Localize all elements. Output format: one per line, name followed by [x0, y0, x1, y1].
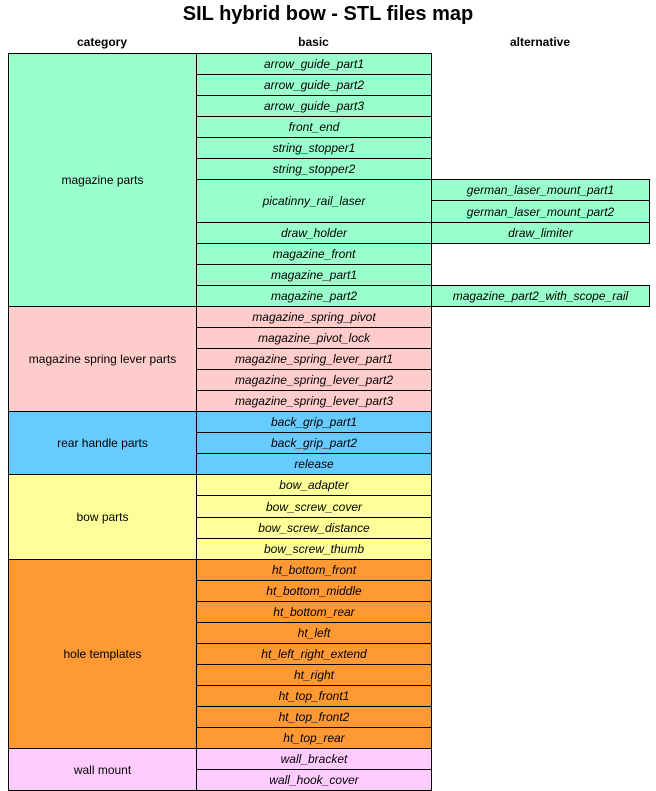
basic-file-cell: picatinny_rail_laser — [196, 179, 432, 223]
category-cell: hole templates — [8, 559, 197, 749]
page-title: SIL hybrid bow - STL files map — [182, 3, 474, 25]
basic-file-cell: magazine_front — [196, 243, 432, 265]
basic-file-cell: magazine_part2 — [196, 285, 432, 307]
basic-file-cell: bow_adapter — [196, 474, 432, 496]
basic-file-cell: arrow_guide_part3 — [196, 95, 432, 117]
basic-file-cell: magazine_spring_pivot — [196, 306, 432, 328]
basic-file-cell: ht_left_right_extend — [196, 643, 432, 665]
basic-file-cell: arrow_guide_part1 — [196, 53, 432, 75]
basic-file-cell: magazine_part1 — [196, 264, 432, 286]
category-cell: magazine spring lever parts — [8, 306, 197, 412]
basic-file-cell: bow_screw_cover — [196, 495, 432, 518]
basic-file-cell: front_end — [196, 116, 432, 138]
basic-file-cell: ht_bottom_rear — [196, 601, 432, 623]
basic-file-cell: ht_bottom_front — [196, 559, 432, 581]
header-basic: basic — [298, 35, 329, 49]
basic-file-cell: ht_left — [196, 622, 432, 644]
alternative-file-cell: german_laser_mount_part1 — [431, 179, 650, 201]
header-alternative: alternative — [509, 35, 571, 49]
basic-file-cell: release — [196, 453, 432, 475]
basic-file-cell: string_stopper2 — [196, 158, 432, 180]
basic-file-cell: ht_top_rear — [196, 727, 432, 749]
basic-file-cell: arrow_guide_part2 — [196, 74, 432, 96]
basic-file-cell: wall_bracket — [196, 748, 432, 770]
basic-file-cell: ht_right — [196, 664, 432, 686]
basic-file-cell: draw_holder — [196, 222, 432, 244]
alternative-file-cell: draw_limiter — [431, 222, 650, 244]
basic-file-cell: magazine_spring_lever_part2 — [196, 369, 432, 391]
basic-file-cell: magazine_spring_lever_part1 — [196, 348, 432, 370]
header-category: category — [76, 35, 128, 49]
basic-file-cell: ht_bottom_middle — [196, 580, 432, 602]
category-cell: magazine parts — [8, 53, 197, 307]
basic-file-cell: string_stopper1 — [196, 137, 432, 159]
basic-file-cell: magazine_spring_lever_part3 — [196, 390, 432, 412]
category-cell: wall mount — [8, 748, 197, 791]
alternative-file-cell: magazine_part2_with_scope_rail — [431, 285, 650, 307]
category-cell: rear handle parts — [8, 411, 197, 475]
basic-file-cell: back_grip_part1 — [196, 411, 432, 433]
basic-file-cell: ht_top_front2 — [196, 706, 432, 728]
basic-file-cell: bow_screw_thumb — [196, 538, 432, 560]
basic-file-cell: back_grip_part2 — [196, 432, 432, 454]
alternative-file-cell: german_laser_mount_part2 — [431, 200, 650, 223]
basic-file-cell: bow_screw_distance — [196, 517, 432, 539]
basic-file-cell: ht_top_front1 — [196, 685, 432, 707]
basic-file-cell: magazine_pivot_lock — [196, 327, 432, 349]
category-cell: bow parts — [8, 474, 197, 560]
basic-file-cell: wall_hook_cover — [196, 769, 432, 791]
